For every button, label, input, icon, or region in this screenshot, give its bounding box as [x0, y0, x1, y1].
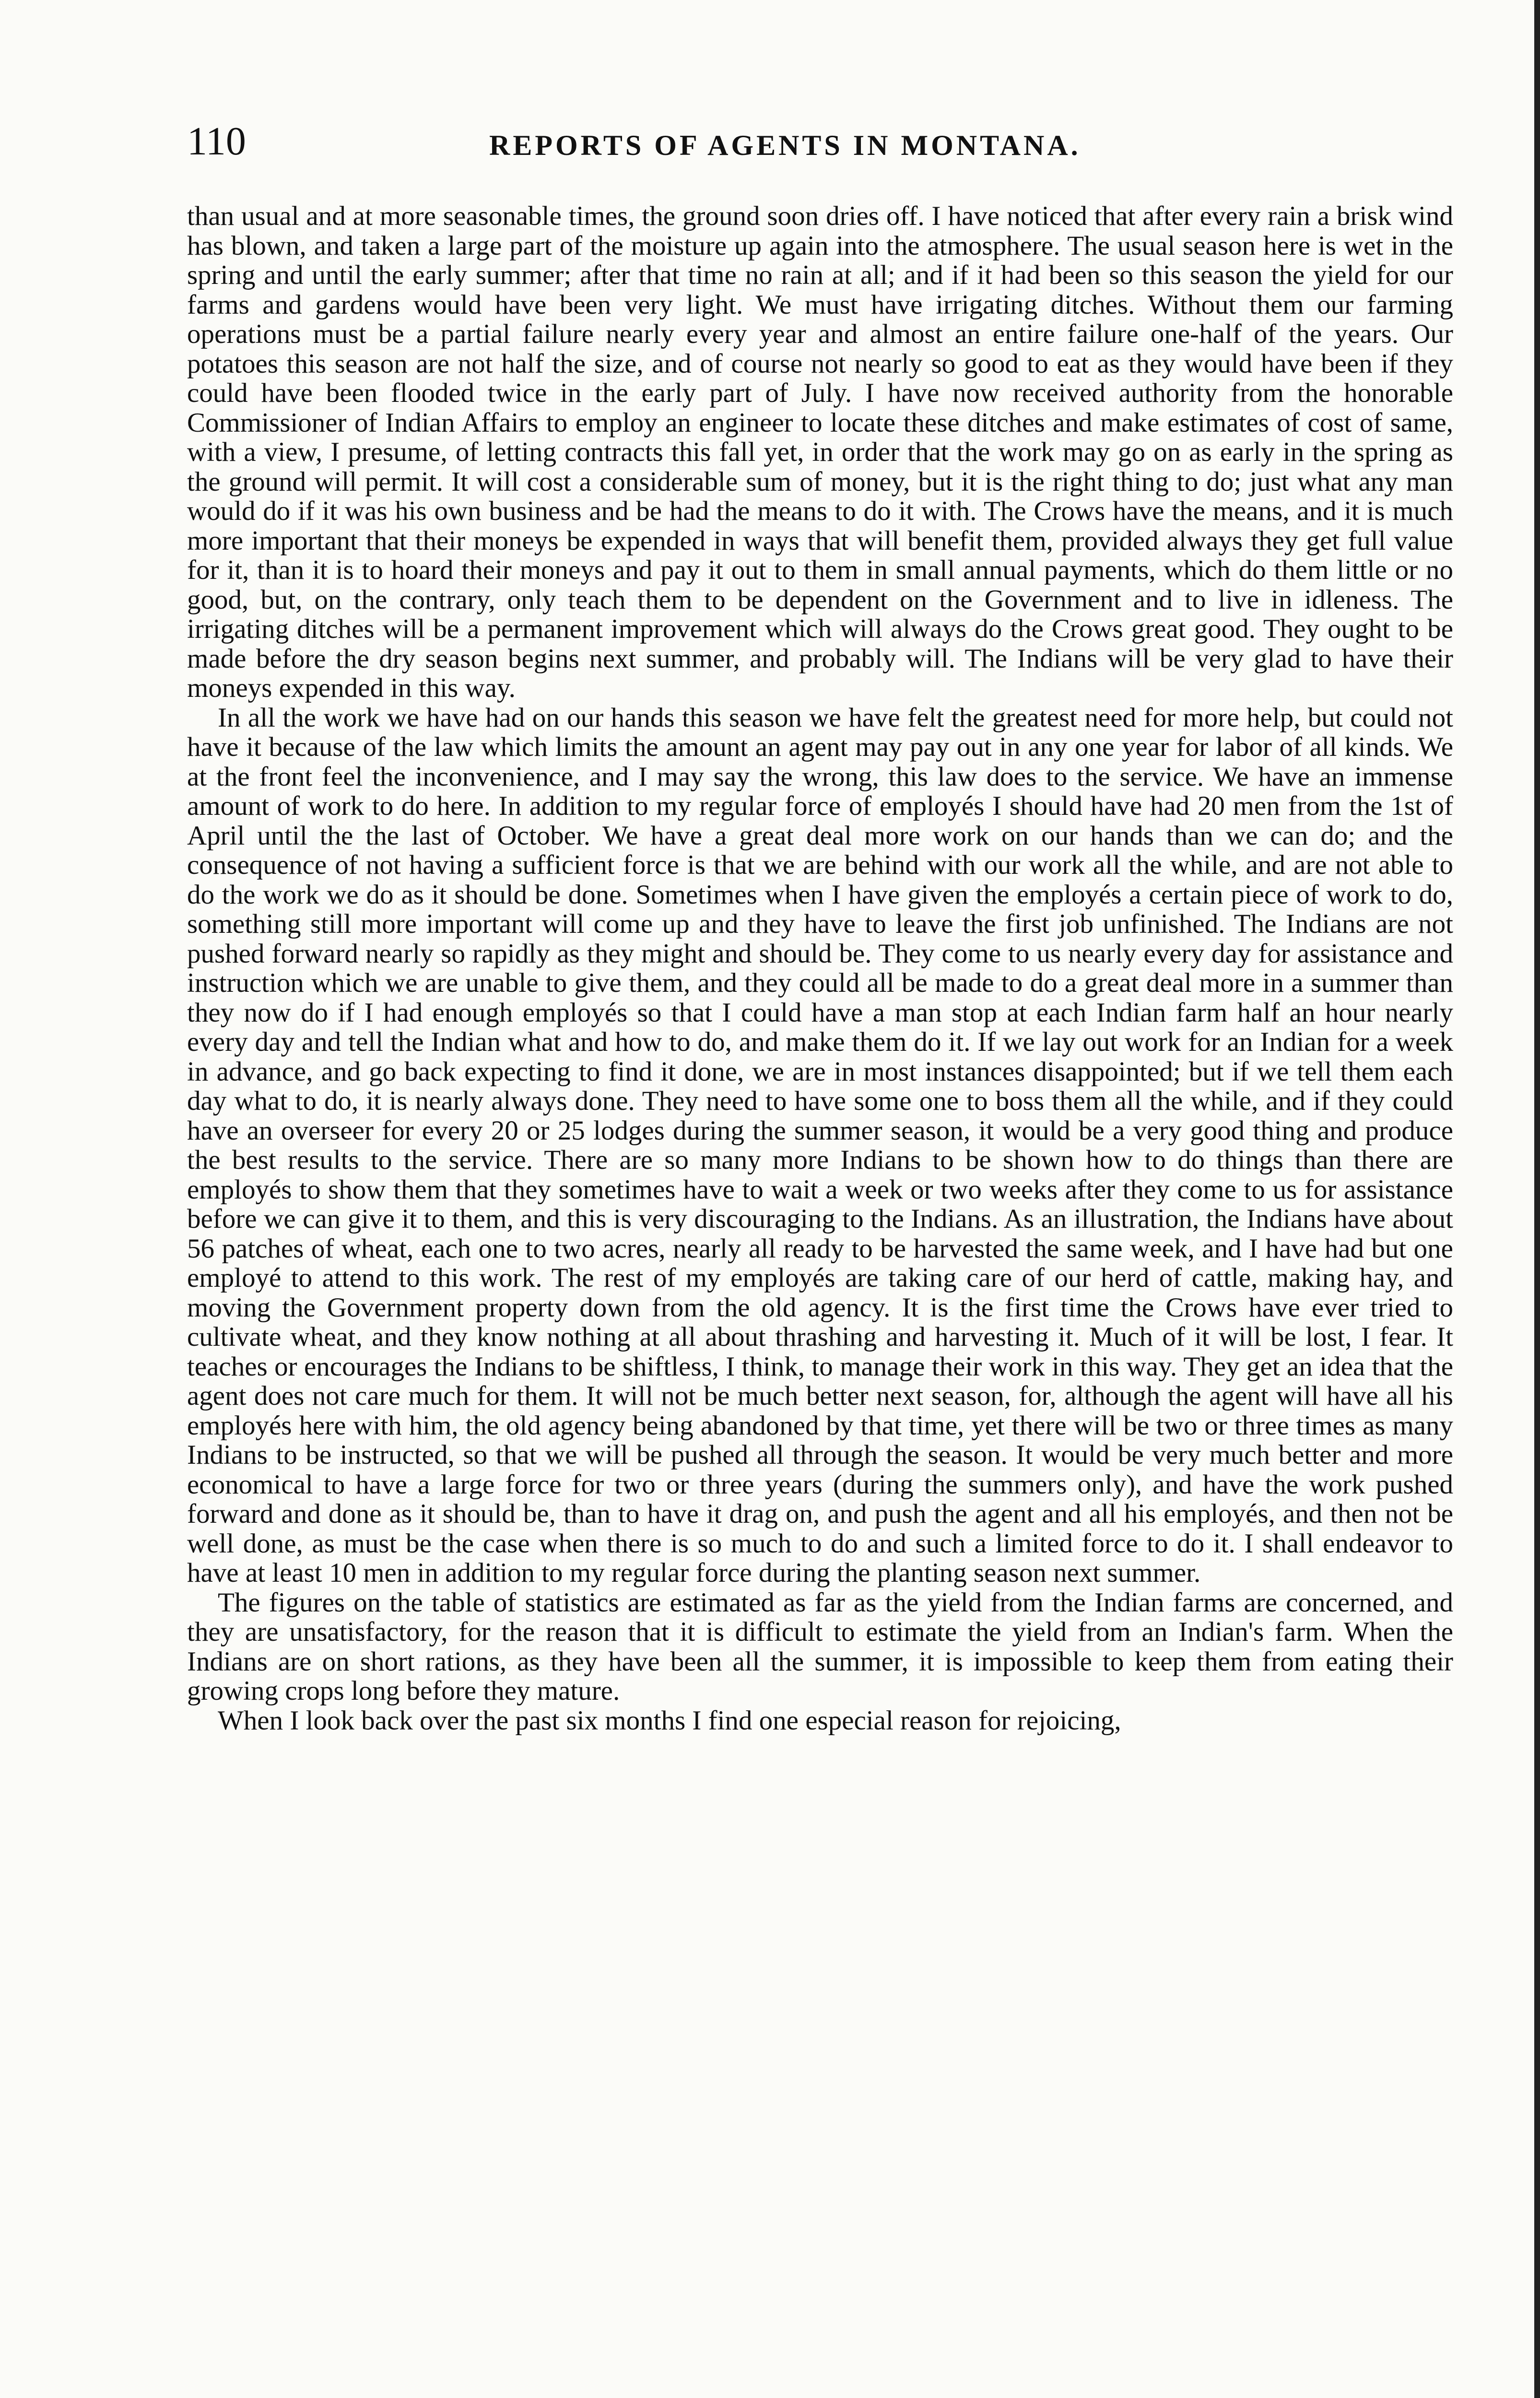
paragraph: than usual and at more seasonable times, the ground soon dries off. I have noticed that after every rain a brisk wind has blown, and taken a large part of the moisture up again into the atmosphere. The usual season here is wet in the spring and until the early summer; after that time no rain at all; and if it had been so this season the yield for our farms and gardens would have been very light. We must have irrigating ditches. Without them our farming operations must be a partial failure nearly every year and almost an entire failure one-half of the years. Our potatoes this season are not half the size, and of course not nearly so good to eat as they would have been if they could have been flooded twice in the early part of July. I have now received authority from the honorable Commissioner of Indian Affairs to employ an engineer to locate these ditches and make estimates of cost of same, with a view, I presume, of letting contracts this fall yet, in order that the work may go on as early in the spring as the ground will permit. It will cost a considerable sum of money, but it is the right thing to do; just what any man would do if it was his own business and be had the means to do it with. The Crows have the means, and it is much more important that their moneys be expended in ways that will benefit them, provided always they get full value for it, than it is to hoard their moneys and pay it out to them in small annual payments, which do them little or no good, but, on the contrary, only teach them to be dependent on the Government and to live in idleness. The irrigating ditches will be a permanent improvement which will always do the Crows great good. They ought to be made before the dry season begins next summer, and probably will. The Indians will be very glad to have their moneys expended in this way.	[187, 201, 1453, 703]
scan-edge-right	[1534, 0, 1540, 2398]
paragraph: When I look back over the past six months I find one especial reason for rejoicing,	[218, 1705, 1121, 1736]
report-body	[187, 201, 1453, 1735]
paragraph: In all the work we have had on our hands this season we have felt the greatest need for more help, but could not have it because of the law which limits the amount an agent may pay out in any one year for labor of all kinds. We at the front feel the inconvenience, and I may say the wrong, this law does to the service. We have an immense amount of work to do here. In addition to my regular force of employés I should have had 20 men from the 1st of April until the the last of October. We have a great deal more work on our hands than we can do; and the consequence of not having a sufficient force is that we are behind with our work all the while, and are not able to do the work we do as it should be done. Sometimes when I have given the employés a certain piece of work to do, something still more important will come up and they have to leave the first job unfinished. The Indians are not pushed forward nearly so rapidly as they might and should be. They come to us nearly every day for assistance and instruction which we are unable to give them, and they could all be made to do a great deal more in a summer than they now do if I had enough employés so that I could have a man stop at each Indian farm half an hour nearly every day and tell the Indian what and how to do, and make them do it. If we lay out work for an Indian for a week in advance, and go back expecting to find it done, we are in most instances disappointed; but if we tell them each day what to do, it is nearly always done. They need to have some one to boss them all the while, and if they could have an overseer for every 20 or 25 lodges during the summer season, it would be a very good thing and produce the best results to the service. There are so many more Indians to be shown how to do things than there are employés to show them that they sometimes have to wait a week or two weeks after they come to us for assistance before we can give it to them, and this is very discouraging to the Indians. As an illustration, the Indians have about 56 patches of wheat, each one to two acres, nearly all ready to be harvested the same week, and I have had but one employé to attend to this work. The rest of my employés are taking care of our herd of cattle, making hay, and moving the Government property down from the old agency. It is the first time the Crows have ever tried to cultivate wheat, and they know nothing at all about thrashing and harvesting it. Much of it will be lost, I fear. It teaches or encourages the Indians to be shiftless, I think, to manage their work in this way. They get an idea that the agent does not care much for them. It will not be much better next season, for, although the agent will have all his employés here with him, the old agency being abandoned by that time, yet there will be two or three times as many Indians to be instructed, so that we will be pushed all through the season. It would be very much better and more economical to have a large force for two or three years (during the summers only), and have the work pushed forward and done as it should be, than to have it drag on, and push the agent and all his employés, and then not be well done, as must be the case when there is so much to do and such a limited force to do it. I shall endeavor to have at least 10 men in addition to my regular force during the planting season next summer.	[187, 702, 1453, 1588]
page-number: 110	[187, 119, 246, 164]
running-head: REPORTS OF AGENTS IN MONTANA.	[489, 129, 1081, 161]
page-header	[187, 115, 1453, 173]
paragraph: The figures on the table of statistics are estimated as far as the yield from the Indian farms are concerned, and they are unsatisfactory, for the reason that it is difficult to estimate the yield from an Indian's farm. When the Indians are on short rations, as they have been all the summer, it is impossible to keep them from eating their growing crops long before they mature.	[187, 1587, 1453, 1706]
